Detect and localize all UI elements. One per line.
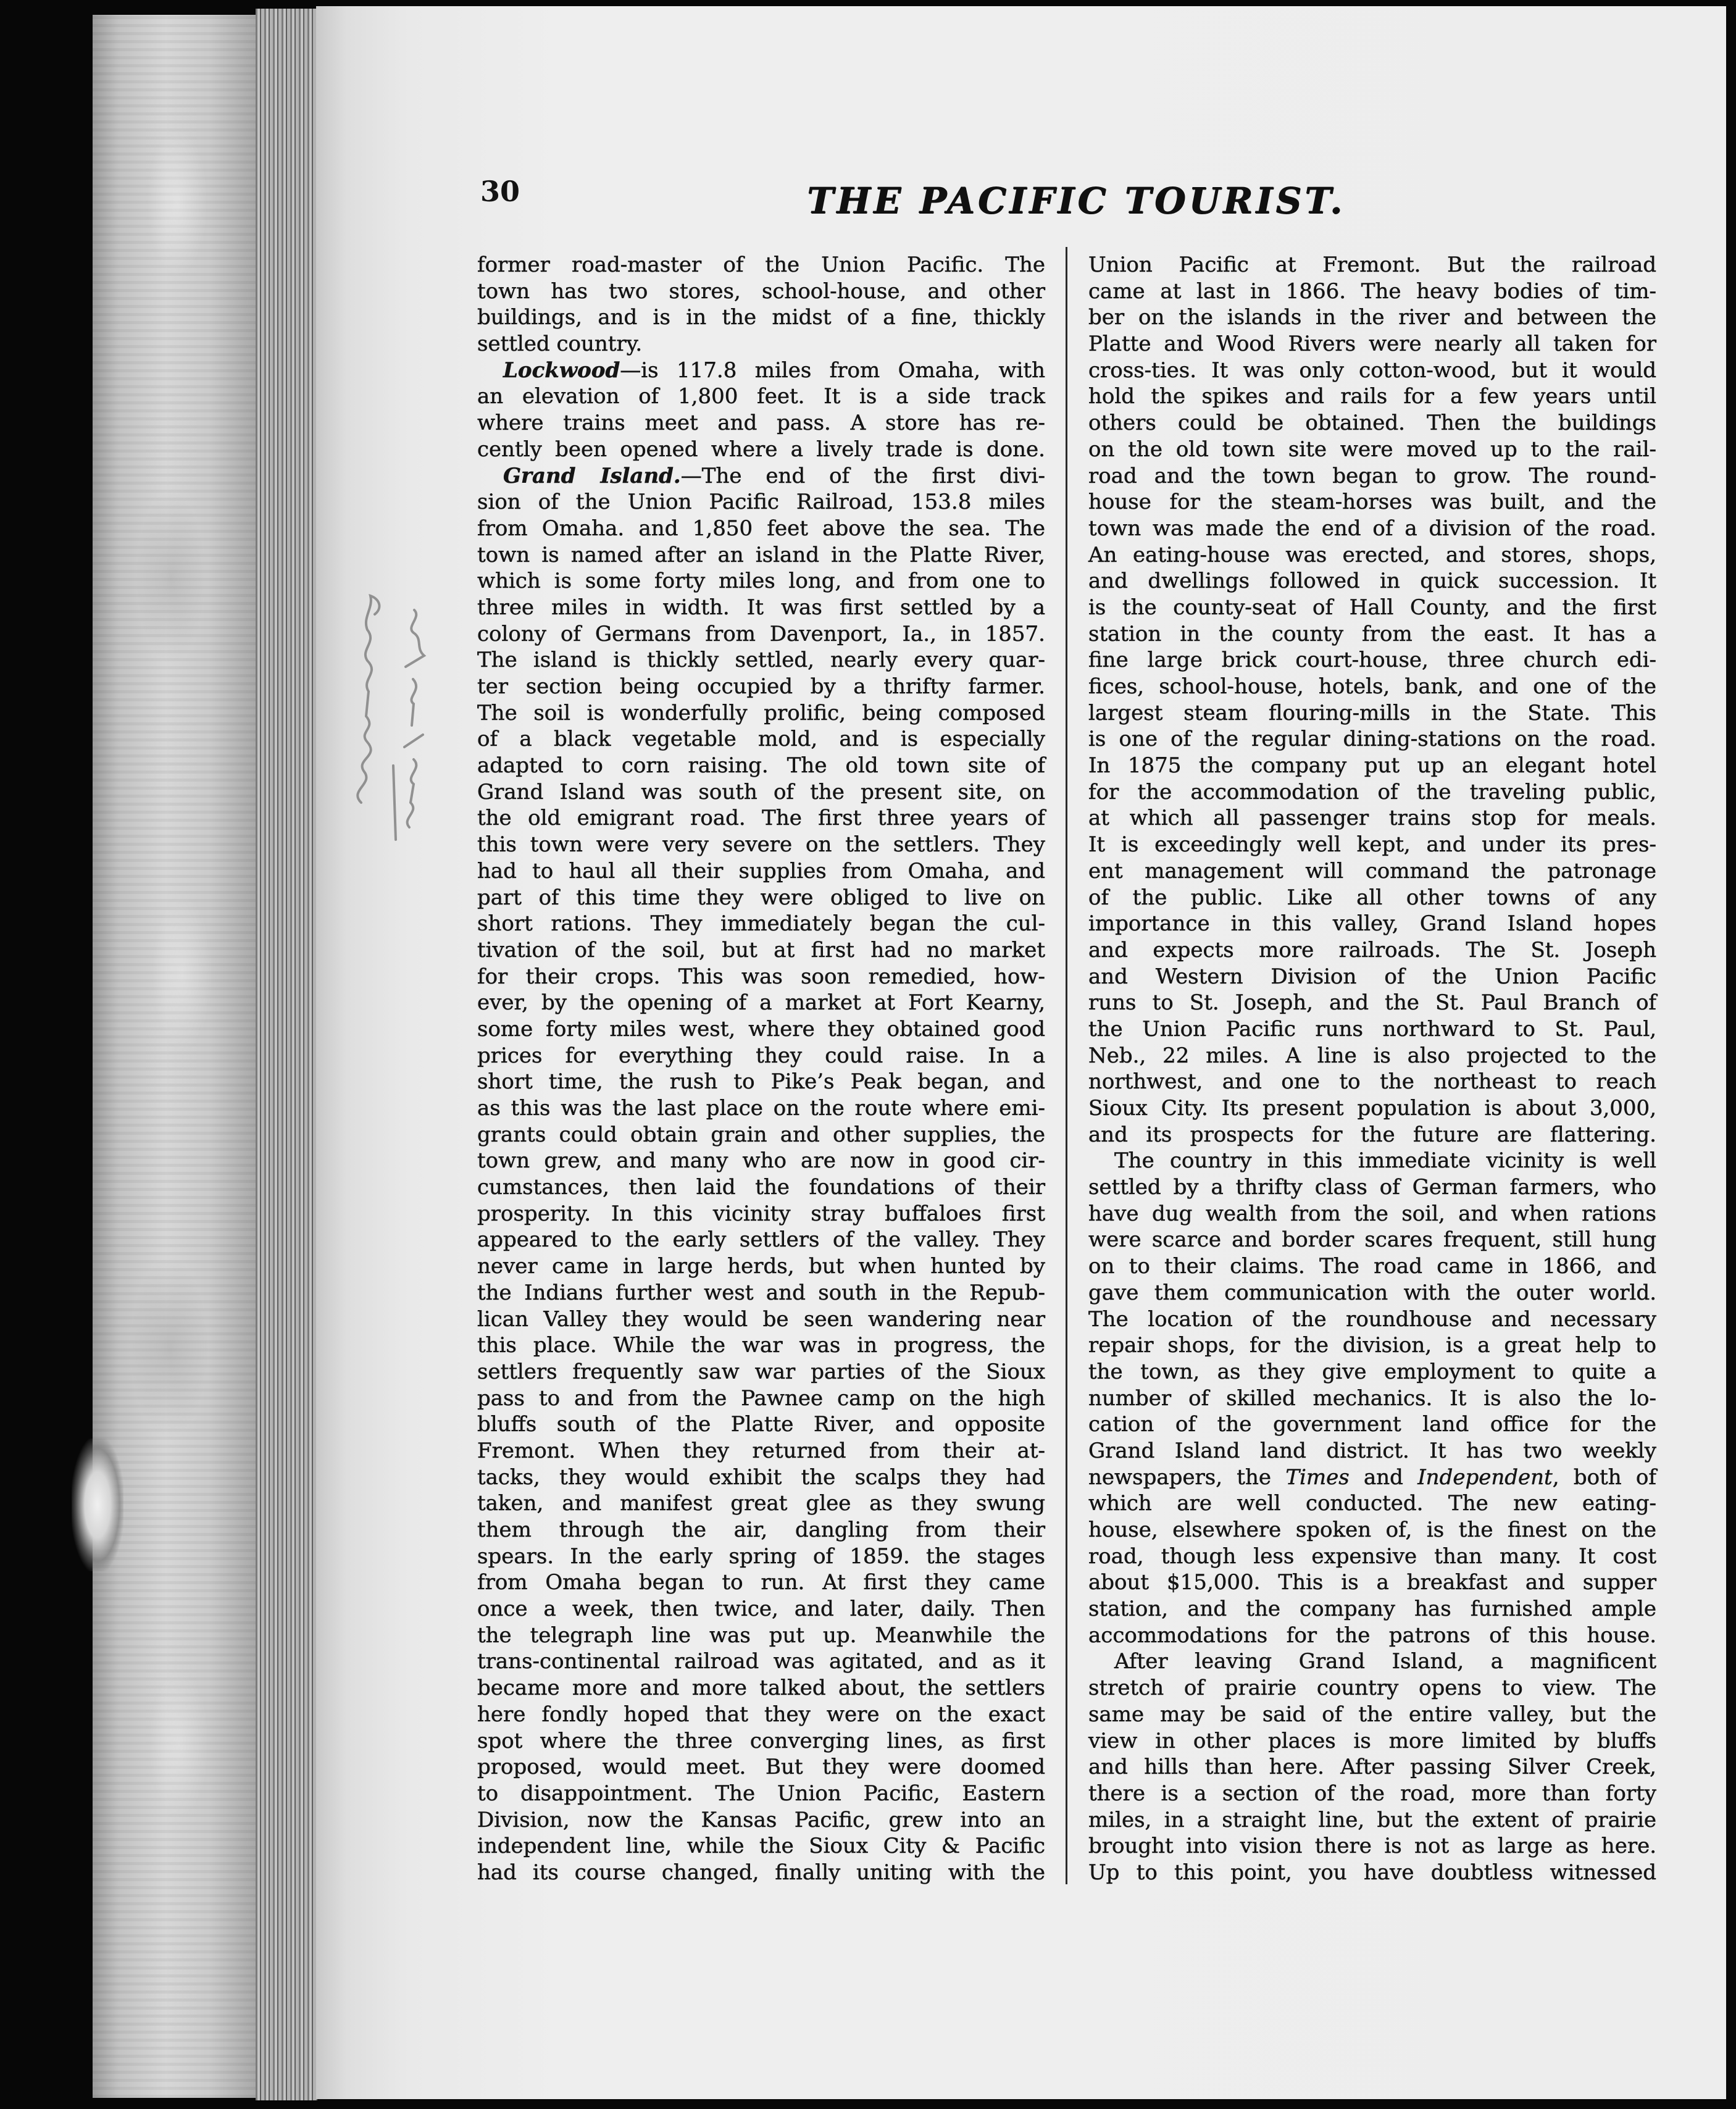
text-line: lican Valley they would be seen wandering near: [477, 1306, 1045, 1332]
text-line: appeared to the early settlers of the valley. They: [477, 1227, 1045, 1253]
text-line: this town were very severe on the settlers. They: [477, 832, 1045, 858]
pencil-annotation: [336, 580, 460, 846]
text-line: which are well conducted. The new eating-: [1088, 1491, 1656, 1516]
run-in-heading: Lockwood: [503, 357, 620, 383]
text-line: the telegraph line was put up. Meanwhile the: [477, 1622, 1045, 1648]
text-line: and Western Division of the Union Pacific: [1088, 964, 1656, 989]
text-line: Sioux City. Its present population is about 3,000,: [1088, 1096, 1656, 1121]
text-line: ent management will command the patronage: [1088, 858, 1656, 883]
text-line: Neb., 22 miles. A line is also projected to the: [1088, 1043, 1656, 1068]
text-line: ber on the islands in the river and between the: [1088, 305, 1656, 330]
text-line: for their crops. This was soon remedied, how-: [477, 964, 1045, 989]
text-line: pass to and from the Pawnee camp on the high: [477, 1385, 1045, 1411]
page-number: 30: [480, 175, 520, 208]
text-line: [1088, 1464, 1656, 1491]
text-line: short rations. They immediately began the cul-: [477, 911, 1045, 937]
text-run: —is 117.8 miles from Omaha, with: [620, 357, 1045, 383]
text-line: ter section being occupied by a thrifty farmer.: [477, 674, 1045, 699]
text-run: —The end of the first divi-: [680, 463, 1045, 488]
text-line: the Indians further west and south in the Repub-: [477, 1280, 1045, 1305]
text-line: is the county-seat of Hall County, and the first: [1088, 595, 1656, 620]
text-line: importance in this valley, Grand Island hopes: [1088, 911, 1656, 937]
text-line: station in the county from the east. It has a: [1088, 621, 1656, 646]
page-edges: [256, 9, 317, 2100]
text-line: largest steam flouring-mills in the State. This: [1088, 700, 1656, 725]
run-in-heading: Grand Island.: [503, 463, 681, 488]
text-line: Platte and Wood Rivers were nearly all taken for: [1088, 332, 1656, 357]
text-line: same may be said of the entire valley, but the: [1088, 1702, 1656, 1727]
text-line: miles, in a straight line, but the extent of prairie: [1088, 1807, 1656, 1832]
text-line: the Union Pacific runs northward to St. Paul,: [1088, 1016, 1656, 1042]
text-line: Fremont. When they returned from their at-: [477, 1438, 1045, 1463]
text-line: ever, by the opening of a market at Fort Kearny,: [477, 990, 1045, 1016]
text-line: on to their claims. The road came in 1866, and: [1088, 1254, 1656, 1279]
text-line: northwest, and one to the northeast to reach: [1088, 1069, 1656, 1095]
text-run: and: [1349, 1464, 1418, 1490]
text-line: Union Pacific at Fremont. But the railroad: [1088, 253, 1656, 277]
text-line: grants could obtain grain and other supplies, the: [477, 1122, 1045, 1147]
text-line: gave them communication with the outer world.: [1088, 1280, 1656, 1305]
text-line: is one of the regular dining-stations on the road.: [1088, 727, 1656, 752]
text-line: prices for everything they could raise. In a: [477, 1043, 1045, 1068]
text-line: town is named after an island in the Platte River,: [477, 542, 1045, 567]
text-line: never came in large herds, but when hunted by: [477, 1254, 1045, 1279]
text-column-right: [1088, 252, 1656, 1886]
text-line: It is exceedingly well kept, and under its pres-: [1088, 832, 1656, 858]
text-line: The island is thickly settled, nearly every quar-: [477, 648, 1045, 673]
text-line: and its prospects for the future are flattering.: [1088, 1122, 1656, 1147]
text-line: hold the spikes and rails for a few years until: [1088, 384, 1656, 409]
text-line: town has two stores, school-house, and other: [477, 278, 1045, 304]
text-line: town grew, and many who are now in good cir-: [477, 1148, 1045, 1174]
text-line: buildings, and is in the midst of a fine, thickly: [477, 305, 1045, 330]
text-line: fices, school-house, hotels, bank, and one of the: [1088, 674, 1656, 699]
text-line: on the old town site were moved up to the rail-: [1088, 436, 1656, 462]
text-line: bluffs south of the Platte River, and opposite: [477, 1412, 1045, 1437]
text-run: , both of: [1552, 1464, 1656, 1490]
text-line: adapted to corn raising. The old town site of: [477, 753, 1045, 779]
text-line: spears. In the early spring of 1859. the stages: [477, 1543, 1045, 1569]
text-line: independent line, while the Sioux City & Pacific: [477, 1834, 1045, 1859]
text-line: house, elsewhere spoken of, is the finest on the: [1088, 1518, 1656, 1542]
text-line: former road-master of the Union Pacific. The: [477, 253, 1045, 277]
text-line: part of this time they were obliged to live on: [477, 885, 1045, 910]
text-line: as this was the last place on the route where emi-: [477, 1096, 1045, 1121]
text-line: brought into vision there is not as large as here.: [1088, 1834, 1656, 1859]
text-line: fine large brick court-house, three church edi-: [1088, 648, 1656, 673]
text-line: settlers frequently saw war parties of the Sioux: [477, 1359, 1045, 1384]
text-line: The soil is wonderfully prolific, being composed: [477, 700, 1045, 725]
text-line: number of skilled mechanics. It is also the lo-: [1088, 1385, 1656, 1411]
text-line: the old emigrant road. The first three years of: [477, 806, 1045, 831]
text-line: accommodations for the patrons of this house.: [1088, 1622, 1656, 1648]
text-line: and dwellings followed in quick succession. It: [1088, 569, 1656, 594]
text-line: spot where the three converging lines, as first: [477, 1728, 1045, 1753]
italic-text: Independent: [1417, 1464, 1553, 1490]
text-line: tacks, they would exhibit the scalps they had: [477, 1464, 1045, 1490]
text-line: runs to St. Joseph, and the St. Paul Branch of: [1088, 990, 1656, 1016]
running-title: THE PACIFIC TOURIST.: [806, 180, 1346, 222]
text-line: others could be obtained. Then the buildings: [1088, 411, 1656, 436]
text-line: station, and the company has furnished ample: [1088, 1597, 1656, 1622]
text-line: about $15,000. This is a breakfast and supper: [1088, 1570, 1656, 1595]
text-line: The country in this immediate vicinity is well: [1114, 1148, 1656, 1174]
text-line: an elevation of 1,800 feet. It is a side track: [477, 384, 1045, 409]
text-line: some forty miles west, where they obtained good: [477, 1016, 1045, 1042]
text-line: sion of the Union Pacific Railroad, 153.8 miles: [477, 490, 1045, 515]
text-line: once a week, then twice, and later, daily. Then: [477, 1597, 1045, 1622]
text-line: Grand Island land district. It has two weekly: [1088, 1438, 1656, 1463]
text-line: cation of the government land office for the: [1088, 1412, 1656, 1437]
text-line: and hills than here. After passing Silver Creek,: [1088, 1755, 1656, 1780]
text-line: from Omaha. and 1,850 feet above the sea. The: [477, 516, 1045, 541]
text-line: settled by a thrifty class of German farmers, who: [1088, 1175, 1656, 1200]
text-line: there is a section of the road, more than forty: [1088, 1781, 1656, 1806]
text-line: prosperity. In this vicinity stray buffaloes first: [477, 1201, 1045, 1226]
text-line: The location of the roundhouse and necessary: [1088, 1306, 1656, 1332]
text-line: here fondly hoped that they were on the exact: [477, 1702, 1045, 1727]
scan-artifact: [72, 1439, 123, 1571]
text-line: this place. While the war was in progress, the: [477, 1333, 1045, 1358]
text-line: tivation of the soil, but at first had no market: [477, 937, 1045, 963]
text-line: and expects more railroads. The St. Joseph: [1088, 937, 1656, 963]
text-line: cross-ties. It was only cotton-wood, but it would: [1088, 357, 1656, 383]
text-line: house for the steam-horses was built, and the: [1088, 490, 1656, 515]
text-line: of the public. Like all other towns of any: [1088, 885, 1656, 910]
italic-text: Times: [1285, 1464, 1350, 1490]
text-line: Grand Island was south of the present site, on: [477, 779, 1045, 804]
text-run: newspapers, the: [1088, 1464, 1286, 1490]
text-line: had its course changed, finally uniting with the: [477, 1860, 1045, 1885]
text-line: town was made the end of a division of the road.: [1088, 516, 1656, 541]
text-line: them through the air, dangling from their: [477, 1518, 1045, 1542]
text-line: of a black vegetable mold, and is especially: [477, 727, 1045, 752]
text-column-left: [477, 252, 1045, 1886]
text-line: settled country.: [477, 332, 643, 357]
text-line: [477, 463, 1045, 490]
text-line: at which all passenger trains stop for meals.: [1088, 806, 1656, 831]
text-line: taken, and manifest great glee as they swung: [477, 1491, 1045, 1516]
text-line: where trains meet and pass. A store has re-: [477, 411, 1045, 436]
text-line: to disappointment. The Union Pacific, Eastern: [477, 1781, 1045, 1806]
text-line: colony of Germans from Davenport, Ia., in 1857.: [477, 621, 1045, 646]
text-line: for the accommodation of the traveling public,: [1088, 779, 1656, 804]
text-line: An eating-house was erected, and stores, shops,: [1088, 542, 1656, 567]
text-line: the town, as they give employment to quite a: [1088, 1359, 1656, 1384]
text-line: short time, the rush to Pike’s Peak began, and: [477, 1069, 1045, 1095]
text-line: proposed, would meet. But they were doomed: [477, 1755, 1045, 1780]
text-line: cently been opened where a lively trade is done.: [477, 436, 1045, 462]
text-line: came at last in 1866. The heavy bodies of tim-: [1088, 278, 1656, 304]
text-line: have dug wealth from the soil, and when rations: [1088, 1201, 1656, 1226]
text-line: stretch of prairie country opens to view. The: [1088, 1676, 1656, 1701]
text-line: Division, now the Kansas Pacific, grew into an: [477, 1807, 1045, 1832]
text-line: road and the town began to grow. The round-: [1088, 463, 1656, 488]
text-line: repair shops, for the division, is a great help to: [1088, 1333, 1656, 1358]
text-line: [477, 357, 1045, 384]
text-line: three miles in width. It was first settled by a: [477, 595, 1045, 620]
text-line: cumstances, then laid the foundations of their: [477, 1175, 1045, 1200]
text-line: trans-continental railroad was agitated, and as it: [477, 1649, 1045, 1674]
text-line: became more and more talked about, the settlers: [477, 1676, 1045, 1701]
book-cover-edge: [93, 15, 256, 2098]
text-line: view in other places is more limited by bluffs: [1088, 1728, 1656, 1753]
text-line: from Omaha began to run. At first they came: [477, 1570, 1045, 1595]
text-line: After leaving Grand Island, a magnificent: [1114, 1649, 1656, 1674]
text-line: had to haul all their supplies from Omaha, and: [477, 858, 1045, 883]
text-line: which is some forty miles long, and from one to: [477, 569, 1045, 594]
text-line: were scarce and border scares frequent, still hung: [1088, 1227, 1656, 1253]
text-line: road, though less expensive than many. It cost: [1088, 1543, 1656, 1569]
text-line: In 1875 the company put up an elegant hotel: [1088, 753, 1656, 779]
column-rule: [1066, 247, 1067, 1884]
text-line: Up to this point, you have doubtless witnessed: [1088, 1860, 1656, 1885]
